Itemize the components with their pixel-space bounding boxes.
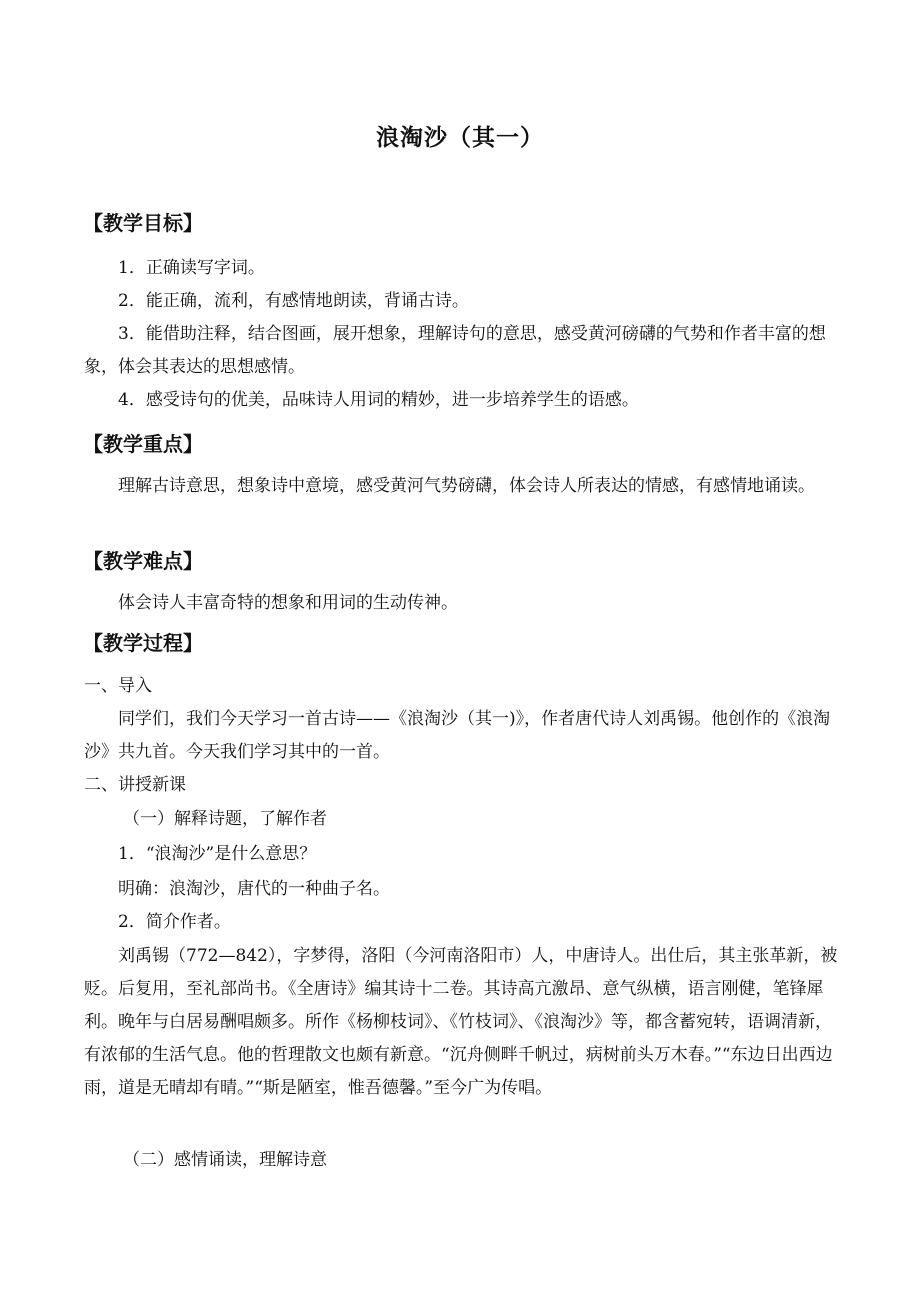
key-points-text: 理解古诗意思，想象诗中意境，感受黄河气势磅礴，体会诗人所表达的情感，有感情地诵读。 (118, 476, 815, 496)
goal-item-3: 3．能借助注释，结合图画，展开想象，理解诗句的意思，感受黄河磅礴的气势和作者丰富的想象，体会其表达的思想感情。 (84, 324, 826, 377)
section-heading-teaching-goals: 【教学目标】 (83, 211, 203, 235)
question-2: 2．简介作者。 (118, 912, 231, 932)
goal-item-4: 4．感受诗句的优美，品味诗人用词的精妙，进一步培养学生的语感。 (118, 390, 639, 410)
subsection-1-title: （一）解释诗题，了解作者 (123, 809, 327, 829)
author-introduction: 刘禹锡（772—842），字梦得，洛阳（今河南洛阳市）人，中唐诗人。出仕后，其主张革新，被贬。后复用，至礼部尚书。《全唐诗》编其诗十二卷。其诗高亢激昂、意气纵横，语言刚健，笔锋犀利。晚年与白居易酬唱颇多。所作《杨柳枝词》、《竹枝词》、《浪淘沙》等，都含蓄宛转，语调清新，有浓郁的生活气息。他的哲理散文也颇有新意。“沉舟侧畔千帆过，病树前头万木春。”“东边日出西边雨，道是无晴却有晴。”“斯是陋室，惟吾德馨。”至今广为传唱。 (84, 946, 838, 1098)
goal-item-1: 1．正确读写字词。 (118, 258, 265, 278)
section-heading-teaching-process: 【教学过程】 (83, 631, 203, 655)
process-step-1-text: 同学们，我们今天学习一首古诗——《浪淘沙（其一)》，作者唐代诗人刘禹锡。他创作的《浪淘沙》共九首。今天我们学习其中的一首。 (84, 709, 831, 762)
goal-item-2: 2．能正确，流利，有感情地朗读，背诵古诗。 (118, 291, 469, 311)
section-heading-key-points: 【教学重点】 (83, 432, 203, 456)
answer-1: 明确：浪淘沙，唐代的一种曲子名。 (118, 879, 390, 899)
process-step-2-title: 二、讲授新课 (84, 775, 186, 795)
process-step-1-title: 一、导入 (84, 676, 152, 696)
subsection-2-title: （二）感情诵读，理解诗意 (123, 1150, 327, 1170)
section-heading-difficulties: 【教学难点】 (83, 549, 203, 573)
difficulties-text: 体会诗人丰富奇特的想象和用词的生动传神。 (118, 593, 458, 613)
document-title: 浪淘沙（其一） (376, 125, 544, 151)
question-1: 1．“浪淘沙”是什么意思？ (118, 844, 317, 864)
